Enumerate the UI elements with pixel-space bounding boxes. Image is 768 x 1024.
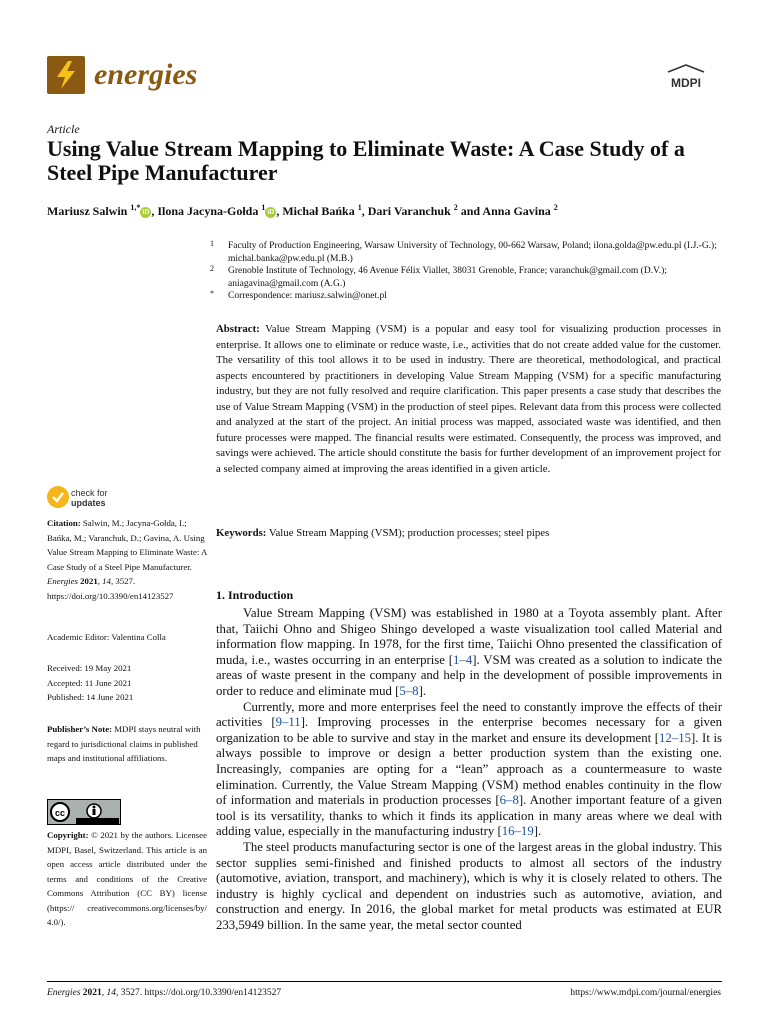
academic-editor: Academic Editor: Valentina Colla bbox=[47, 632, 166, 642]
footer-journal-link[interactable]: https://www.mdpi.com/journal/energies bbox=[570, 988, 721, 998]
abstract-label: Abstract: bbox=[216, 323, 260, 335]
paragraph: Currently, more and more enterprises feel the need to constantly improve the effects of their activities [9–11]. Improving processes in the enterprise becomes necessary for a given organization to be able to survive and stay in the market and ensure its development [12–15]. It is always possible to improve or design a better production system than the existing one. Increasingly, companies are opting for a “lean” approach as a countermeasure to waste elimination. Currently, the Value Stream Mapping (VSM) method enables continuity in the flow of information and materials in production processes [6–8]. Another important feature of a given tool is its versatility, thanks to which it finds its application in many areas where we deal with adding value, especially in the manufacturing industry [16–19]. bbox=[216, 699, 723, 839]
paragraph: The steel products manufacturing sector is one of the largest areas in the global industry. This sector supplies semi-finished and finished products to almost all sectors of the industry (automotive, aviation, transport, and machinery), which is why it is closely related to others. The industry is highly cyclical and dependent on industries such as automotive, aviation, and construction and energy. In 2016, the global market for metal products was estimated at EUR 233,5949 billion. In the same year, the metal sector counted bbox=[216, 839, 722, 932]
mdpi-logo-text: MDPI bbox=[671, 76, 701, 90]
cc-label: cc bbox=[54, 808, 66, 818]
date-published: Published: 14 June 2021 bbox=[47, 692, 134, 702]
copyright: Copyright: © 2021 by the authors. Licensee MDPI, Basel, Switzerland. This article is an open access article distributed under the terms and conditions of the Creative Commons Attribution (CC BY) license (https:// creativecommons.org/licenses/by/ 4.0/). bbox=[47, 830, 207, 927]
date-received: Received: 19 May 2021 bbox=[47, 663, 132, 673]
body-text bbox=[216, 606, 722, 933]
mdpi-logo bbox=[664, 64, 708, 92]
affiliation-2: 2 Grenoble Institute of Technology, 46 Avenue Félix Viallet, 38031 Grenoble, France; varanchuk@gmail.com (D.V.); aniagavina@gmail.com (A.G.) bbox=[210, 264, 667, 289]
correspondence: * Correspondence: mariusz.salwin@onet.pl bbox=[210, 289, 387, 301]
journal-logo-icon bbox=[47, 56, 85, 94]
dates bbox=[47, 661, 207, 705]
keywords bbox=[216, 527, 721, 539]
citation: Citation: Salwin, M.; Jacyna-Gołda, I.; Bańka, M.; Varanchuk, D.; Gavina, A. Using Value Stream Mapping to Eliminate Waste: A Case Study of a Steel Pipe Manufacturer. Energies 2021, 14, 3527. https://doi.org/10.3390/en14123527 bbox=[47, 518, 207, 601]
publisher-note: Publisher’s Note: MDPI stays neutral with regard to jurisdictional claims in published maps and institutional affiliations. bbox=[47, 724, 201, 763]
abstract bbox=[216, 322, 721, 477]
affiliations bbox=[206, 240, 726, 303]
footer-citation: Energies 2021, 14, 3527. https://doi.org/10.3390/en14123527 bbox=[47, 988, 282, 998]
article-type: Article bbox=[47, 122, 80, 136]
check-updates-line2: updates bbox=[71, 498, 106, 508]
journal-name: energies bbox=[94, 58, 198, 91]
date-accepted: Accepted: 11 June 2021 bbox=[47, 677, 132, 688]
keywords-label: Keywords: bbox=[216, 527, 267, 539]
check-updates-line1: check for bbox=[71, 488, 108, 498]
check-for-updates-icon bbox=[47, 486, 69, 508]
footer-rule bbox=[47, 981, 722, 982]
keywords-text: Value Stream Mapping (VSM); production processes; steel pipes bbox=[268, 527, 550, 539]
paragraph: Value Stream Mapping (VSM) was established in 1980 at a Toyota assembly plant. After that, Taiichi Ohno and Shigeo Shingo developed a waste visualization tool called Material and information flow mapping. In 1978, for the first time, Taiichi Ohno presented the classification of muda, i.e., wastes occurring in an enterprise [1–4]. VSM was created as a solution to indicate the areas of waste present in the company and help in the development of possible improvements in order to reduce and eliminate mud [5–8]. bbox=[216, 606, 723, 698]
cc-by-license-icon[interactable] bbox=[47, 799, 121, 825]
author-list: Mariusz Salwin $^{1,*}$ iD , Ilona Jacyna-Gołda $^1$ iD , Michał Bańka $^1$, Dari Varanchuk $^2$ and Anna Gavina $^2$ bbox=[47, 203, 558, 218]
article-title: Using Value Stream Mapping to Eliminate Waste: A Case Study of a Steel Pipe Manufacturer bbox=[47, 136, 685, 185]
check-for-updates-button[interactable] bbox=[47, 486, 187, 514]
abstract-text: Value Stream Mapping (VSM) is a popular and easy tool for visualizing production processes in enterprise. It allows one to eliminate or reduce waste, i.e., activities that do not create added value for the customer. The versatility of this tool allows it to be used in industry. There are theoretical, methodological, and practical aspects encountered by practitioners in developing Value Stream Mapping (VSM) for a specific manufacturing industry, but they are not fully resolved and require clarification. This paper presents a case study that describes the use of Value Stream Mapping (VSM) in the production of steel pipes. Relevant data from this process were collected and analyzed at the start of the project. An initial process was mapped, associated waste was identified, and then future processes were mapped. The financial results were estimated. Consequently, the process was improved, and savings were achieved. The article should constitute the basis for further development of an improvement project for a selected company aimed at improving the areas identified in a given article. bbox=[216, 323, 721, 475]
affiliation-1: 1 Faculty of Production Engineering, Warsaw University of Technology, 00-662 Warsaw, Poland; ilona.golda@pw.edu.pl (I.J.-G.); michal.banka@pw.edu.pl (M.B.) bbox=[210, 239, 717, 264]
section-heading-introduction: 1. Introduction bbox=[216, 588, 294, 602]
